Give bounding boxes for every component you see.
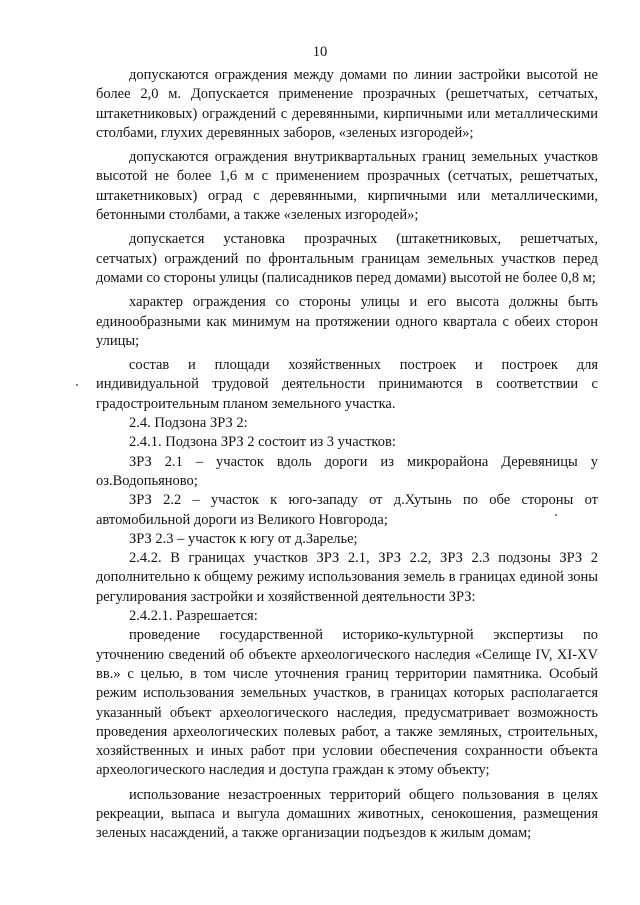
section-heading-2-4-1: 2.4.1. Подзона ЗРЗ 2 состоит из 3 участков: — [129, 434, 396, 451]
section-heading-2-4: 2.4. Подзона ЗРЗ 2: — [129, 415, 248, 432]
paragraph-public-territories: использование незастроенных территорий общего пользования в целях рекреации, выпаса и выгула домашних животных, сенокошения, размещения зеленых насаждений, а также организации подъездов к жилым домам; — [96, 786, 598, 842]
body-text — [96, 66, 598, 844]
scan-speck — [555, 514, 557, 516]
paragraph-heritage-expertise: проведение государственной историко-культурной экспертизы по уточнению сведений об объекте археологического наследия «Селище IV, XI-XV вв.» с целью, в том числе уточнения границ территории памятника. Особый режим использования земельных участков, в границах которых располагается указанный объект археологического наследия, предусматривает возможность проведения археологических полевых работ, а также земляных, строительных, хозяйственных и иных работ при условии обеспечения сохранности объекта археологического наследия и доступа граждан к этому объекту; — [96, 627, 598, 779]
paragraph-fence-uniformity: характер ограждения со стороны улицы и его высота должны быть единообразными как минимум на протяжении одного квартала с обеих сторон улицы; — [96, 294, 598, 349]
paragraph-outbuildings: состав и площади хозяйственных построек и построек для индивидуальной трудовой деятельности принимаются в соответствии с градостроительным планом земельного участка. — [96, 357, 598, 412]
paragraph-zrz-2-3: ЗРЗ 2.3 – участок к югу от д.Зарелье; — [129, 530, 358, 547]
paragraph-zrz-2-2: ЗРЗ 2.2 – участок к юго-западу от д.Хутынь по обе стороны от автомобильной дороги из Великого Новгорода; — [96, 492, 598, 528]
paragraph-fences-intra-block: допускаются ограждения внутриквартальных границ земельных участков высотой не более 1,6 м с применением прозрачных (сетчатых, решетчатых, штакетниковых) оград с деревянными, кирпичными или металлическими, бетонными столбами, а также «зеленых изгородей»; — [96, 149, 598, 224]
paragraph-2-4-2: 2.4.2. В границах участков ЗРЗ 2.1, ЗРЗ 2.2, ЗРЗ 2.3 подзоны ЗРЗ 2 дополнительно к общему режиму использования земель в границах единой зоны регулирования застройки и хозяйственной деятельности ЗРЗ: — [96, 550, 598, 605]
scan-speck — [76, 384, 78, 386]
page-number: 10 — [312, 44, 328, 60]
paragraph-zrz-2-1: ЗРЗ 2.1 – участок вдоль дороги из микрорайона Деревяницы у оз.Водопьяново; — [96, 453, 598, 489]
paragraph-front-fences: допускается установка прозрачных (штакетниковых, решетчатых, сетчатых) ограждений по фронтальным границам земельных участков перед домами со стороны улицы (палисадников перед домами) высотой не более 0,8 м; — [96, 231, 598, 286]
section-heading-2-4-2-1: 2.4.2.1. Разрешается: — [129, 608, 258, 625]
paragraph-fences-between-houses: допускаются ограждения между домами по линии застройки высотой не более 2,0 м. Допускается применение прозрачных (решетчатых, сетчатых, штакетниковых) ограждений с деревянными, кирпичными или металлическими столбами, глухих деревянных заборов, «зеленых изгородей»; — [96, 67, 598, 141]
